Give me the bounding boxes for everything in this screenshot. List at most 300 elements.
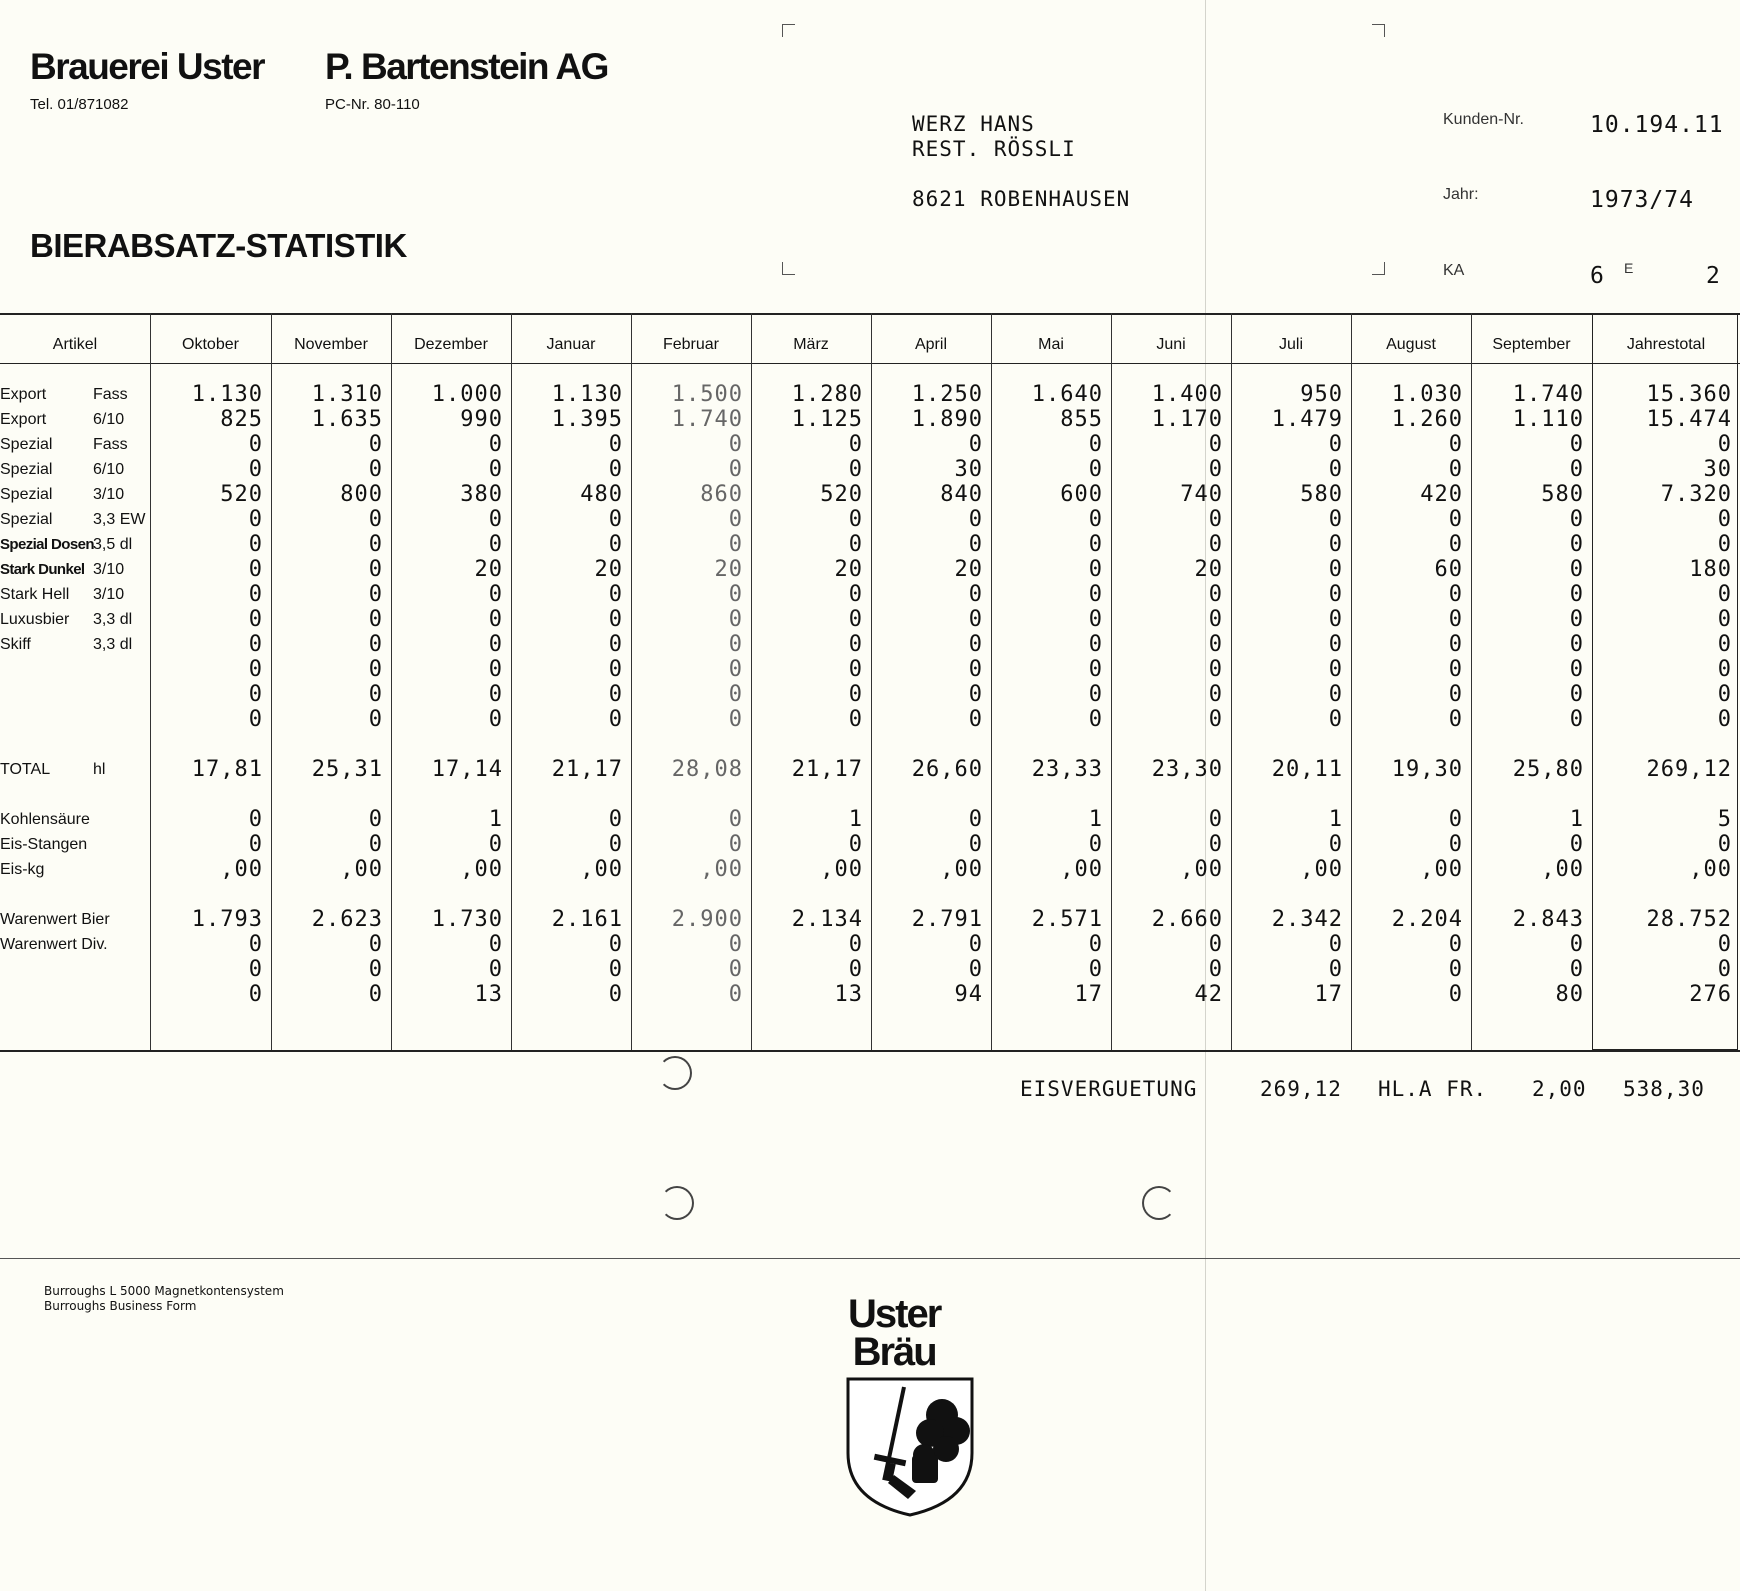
table-cell: 0 — [728, 982, 743, 1007]
e-value: 2 — [1706, 263, 1721, 289]
table-cell: 1.500 — [671, 382, 743, 407]
table-cell: 0 — [1448, 432, 1463, 457]
table-cell: 0 — [848, 707, 863, 732]
footer-line-2: Burroughs Business Form — [44, 1299, 197, 1313]
table-cell: 28,08 — [671, 757, 743, 782]
row-label: Eis-Stangen — [0, 836, 88, 853]
table-cell: ,00 — [1420, 857, 1463, 882]
table-cell: 0 — [1448, 957, 1463, 982]
month-header: Jahrestotal — [1626, 336, 1706, 353]
table-cell: 13 — [834, 982, 863, 1007]
table-cell: 0 — [248, 682, 263, 707]
table-cell: 5 — [1717, 807, 1732, 832]
table-cell: 0 — [248, 582, 263, 607]
row-label: Spezial — [0, 436, 53, 453]
table-cell: 0 — [608, 582, 623, 607]
table-cell: 0 — [728, 432, 743, 457]
table-cell: ,00 — [1300, 857, 1343, 882]
table-cell: 1.310 — [311, 382, 383, 407]
window-corner — [1372, 24, 1385, 37]
table-cell: ,00 — [1180, 857, 1223, 882]
table-cell: 0 — [1717, 932, 1732, 957]
ka-value: 6 — [1590, 263, 1605, 289]
table-cell: 0 — [1569, 682, 1584, 707]
table-cell: 0 — [968, 532, 983, 557]
table-cell: 180 — [1689, 557, 1732, 582]
month-header: Dezember — [414, 336, 488, 353]
row-label: Spezial — [0, 486, 53, 503]
table-cell: 15.360 — [1646, 382, 1732, 407]
month-header: August — [1386, 336, 1436, 353]
table-cell: 0 — [248, 457, 263, 482]
table-cell: 1 — [1088, 807, 1103, 832]
coat-of-arms-icon — [846, 1375, 974, 1517]
table-cell: 80 — [1555, 982, 1584, 1007]
table-cell: 0 — [728, 657, 743, 682]
table-cell: 1.740 — [671, 407, 743, 432]
row-label: Warenwert Bier — [0, 911, 110, 928]
table-cell: 580 — [1541, 482, 1584, 507]
table-cell: 2.134 — [791, 907, 863, 932]
table-cell: 600 — [1060, 482, 1103, 507]
table-cell: 0 — [1569, 507, 1584, 532]
table-cell: 0 — [848, 682, 863, 707]
company-name: P. Bartenstein AG — [325, 46, 608, 87]
row-unit: 3,5 dl — [93, 536, 133, 553]
table-cell: 0 — [248, 657, 263, 682]
table-cell: 28.752 — [1646, 907, 1732, 932]
month-header: April — [914, 336, 947, 353]
row-label: Spezial — [0, 461, 53, 478]
table-cell: ,00 — [1689, 857, 1732, 882]
row-unit: 3/10 — [93, 586, 125, 603]
table-cell: 21,17 — [551, 757, 623, 782]
month-header: November — [294, 336, 368, 353]
postal-account: PC-Nr. 80-110 — [325, 96, 420, 113]
table-cell: 990 — [460, 407, 503, 432]
punch-hole — [660, 1186, 694, 1220]
table-cell: 2.161 — [551, 907, 623, 932]
table-cell: 0 — [1328, 532, 1343, 557]
table-cell: 0 — [1328, 832, 1343, 857]
table-cell: 1 — [488, 807, 503, 832]
table-cell: 0 — [1208, 657, 1223, 682]
table-cell: 1.395 — [551, 407, 623, 432]
year-value: 1973/74 — [1590, 187, 1694, 213]
paper-fold — [1205, 0, 1206, 1591]
table-cell: 0 — [1208, 932, 1223, 957]
table-cell: 0 — [488, 432, 503, 457]
table-cell: 2.342 — [1271, 907, 1343, 932]
row-label: Skiff — [0, 636, 31, 653]
table-cell: 0 — [968, 657, 983, 682]
table-cell: 1 — [848, 807, 863, 832]
table-cell: 1.400 — [1151, 382, 1223, 407]
table-cell: 0 — [1088, 657, 1103, 682]
table-cell: 0 — [848, 832, 863, 857]
uster-braeu-logo — [848, 1292, 941, 1374]
table-cell: 0 — [1569, 657, 1584, 682]
table-cell: 1.635 — [311, 407, 383, 432]
month-header: Juli — [1278, 336, 1303, 353]
table-cell: 0 — [1088, 557, 1103, 582]
table-cell: 0 — [488, 657, 503, 682]
table-cell: 0 — [1448, 832, 1463, 857]
table-cell: 840 — [940, 482, 983, 507]
row-unit: Fass — [93, 386, 128, 403]
table-cell: 0 — [728, 957, 743, 982]
table-cell: 0 — [608, 532, 623, 557]
table-cell: 25,31 — [311, 757, 383, 782]
row-label: Spezial — [0, 511, 53, 528]
table-cell: 0 — [1448, 582, 1463, 607]
month-header: Februar — [662, 336, 720, 353]
table-cell: 0 — [608, 807, 623, 832]
table-cell: 0 — [968, 807, 983, 832]
table-cell: 1.640 — [1031, 382, 1103, 407]
month-header: März — [793, 336, 829, 353]
table-cell: 0 — [728, 532, 743, 557]
table-cell: 0 — [1717, 507, 1732, 532]
table-cell: 94 — [954, 982, 983, 1007]
table-cell: 825 — [220, 407, 263, 432]
table-cell: 0 — [848, 657, 863, 682]
table-cell: 0 — [728, 807, 743, 832]
table-cell: 0 — [848, 607, 863, 632]
table-cell: 0 — [1448, 607, 1463, 632]
table-cell: 855 — [1060, 407, 1103, 432]
table-cell: 0 — [728, 507, 743, 532]
table-cell: 1.130 — [191, 382, 263, 407]
table-bottom-rule — [0, 1050, 1740, 1052]
table-cell: 1.280 — [791, 382, 863, 407]
table-cell: 20 — [954, 557, 983, 582]
table-cell: 0 — [368, 582, 383, 607]
table-cell: 0 — [968, 432, 983, 457]
logo-text-2: Bräu — [852, 1330, 936, 1374]
table-cell: 0 — [1088, 832, 1103, 857]
table-cell: 1.030 — [1391, 382, 1463, 407]
table-cell: ,00 — [700, 857, 743, 882]
table-cell: 0 — [488, 507, 503, 532]
table-cell: 0 — [848, 432, 863, 457]
table-cell: 2.623 — [311, 907, 383, 932]
table-cell: 21,17 — [791, 757, 863, 782]
telephone: Tel. 01/871082 — [30, 96, 129, 113]
table-cell: 1.170 — [1151, 407, 1223, 432]
table-cell: 0 — [368, 632, 383, 657]
table-cell: 1.125 — [791, 407, 863, 432]
table-cell: 0 — [248, 607, 263, 632]
eisverguetung-label: EISVERGUETUNG — [1020, 1077, 1198, 1101]
row-label: Export — [0, 411, 47, 428]
table-cell: 0 — [968, 682, 983, 707]
table-cell: 0 — [1448, 982, 1463, 1007]
table-cell: 1.260 — [1391, 407, 1463, 432]
table-cell: 0 — [1208, 807, 1223, 832]
row-unit: 6/10 — [93, 461, 125, 478]
table-cell: 0 — [608, 707, 623, 732]
table-cell: 0 — [368, 557, 383, 582]
table-cell: 0 — [488, 582, 503, 607]
table-cell: 0 — [1328, 682, 1343, 707]
table-cell: 420 — [1420, 482, 1463, 507]
table-cell: 0 — [488, 932, 503, 957]
table-cell: 23,33 — [1031, 757, 1103, 782]
table-cell: 0 — [1088, 507, 1103, 532]
table-cell: 0 — [608, 932, 623, 957]
table-cell: 0 — [1088, 532, 1103, 557]
table-cell: 520 — [820, 482, 863, 507]
table-cell: 0 — [1208, 532, 1223, 557]
table-cell: 30 — [954, 457, 983, 482]
table-cell: 950 — [1300, 382, 1343, 407]
table-cell: 0 — [1448, 657, 1463, 682]
table-cell: 1.730 — [431, 907, 503, 932]
table-cell: 0 — [1569, 957, 1584, 982]
table-cell: 0 — [368, 707, 383, 732]
table-cell: 0 — [848, 532, 863, 557]
table-cell: 0 — [608, 832, 623, 857]
table-cell: ,00 — [580, 857, 623, 882]
table-cell: 0 — [1088, 607, 1103, 632]
month-header: Mai — [1038, 336, 1064, 353]
table-cell: 380 — [460, 482, 503, 507]
table-cell: 0 — [608, 957, 623, 982]
table-cell: 800 — [340, 482, 383, 507]
table-cell: 0 — [968, 932, 983, 957]
row-unit: 3,3 dl — [93, 636, 133, 653]
table-cell: 0 — [1569, 632, 1584, 657]
table-cell: 25,80 — [1512, 757, 1584, 782]
table-cell: 0 — [848, 632, 863, 657]
table-cell: 0 — [488, 457, 503, 482]
table-cell: 0 — [968, 607, 983, 632]
footer-rule — [0, 1258, 1740, 1259]
table-cell: 1.890 — [911, 407, 983, 432]
table-cell: 0 — [248, 932, 263, 957]
table-cell: 0 — [368, 807, 383, 832]
table-cell: 0 — [1569, 557, 1584, 582]
table-cell: ,00 — [1060, 857, 1103, 882]
table-cell: 0 — [1448, 682, 1463, 707]
table-cell: ,00 — [940, 857, 983, 882]
table-cell: 0 — [1717, 532, 1732, 557]
eisverguetung-amount: 269,12 — [1260, 1077, 1342, 1101]
table-cell: 0 — [368, 682, 383, 707]
table-cell: 20 — [474, 557, 503, 582]
table-cell: 0 — [1717, 632, 1732, 657]
table-cell: 0 — [368, 932, 383, 957]
row-unit: Fass — [93, 436, 128, 453]
row-label: Kohlensäure — [0, 811, 90, 828]
table-cell: 0 — [608, 682, 623, 707]
table-cell: 2.791 — [911, 907, 983, 932]
table-cell: 0 — [1448, 507, 1463, 532]
table-cell: 0 — [1208, 607, 1223, 632]
table-cell: 0 — [248, 707, 263, 732]
table-cell: 1.000 — [431, 382, 503, 407]
table-cell: 0 — [848, 957, 863, 982]
table-cell: ,00 — [340, 857, 383, 882]
table-cell: 0 — [728, 632, 743, 657]
table-cell: 0 — [1088, 682, 1103, 707]
window-corner — [1372, 262, 1385, 275]
table-cell: 0 — [968, 507, 983, 532]
table-cell: 0 — [1717, 607, 1732, 632]
table-cell: 0 — [1328, 957, 1343, 982]
e-label: E — [1624, 260, 1634, 276]
table-cell: 0 — [728, 607, 743, 632]
table-cell: 1.479 — [1271, 407, 1343, 432]
brewery-name: Brauerei Uster — [30, 46, 265, 87]
table-cell: 26,60 — [911, 757, 983, 782]
table-cell: ,00 — [1541, 857, 1584, 882]
table-cell: 1 — [1569, 807, 1584, 832]
table-cell: 0 — [488, 632, 503, 657]
table-cell: 2.900 — [671, 907, 743, 932]
row-unit: 3,3 EW — [93, 511, 146, 528]
table-cell: 0 — [848, 932, 863, 957]
table-cell: 0 — [1717, 832, 1732, 857]
table-cell: 0 — [1717, 957, 1732, 982]
table-cell: 0 — [1208, 582, 1223, 607]
footer-line-1: Burroughs L 5000 Magnetkontensystem — [44, 1284, 284, 1298]
table-cell: 0 — [728, 682, 743, 707]
table-cell: 0 — [1328, 507, 1343, 532]
table-cell: 0 — [608, 507, 623, 532]
table-cell: 0 — [1448, 807, 1463, 832]
table-cell: 0 — [1448, 632, 1463, 657]
month-header: Juni — [1156, 336, 1186, 353]
table-cell: 0 — [1569, 582, 1584, 607]
table-cell: 0 — [1328, 657, 1343, 682]
table-cell: 15.474 — [1646, 407, 1732, 432]
table-cell: 0 — [488, 707, 503, 732]
table-cell: 0 — [248, 807, 263, 832]
table-top-rule — [0, 313, 1740, 315]
table-cell: 0 — [1208, 432, 1223, 457]
table-cell: 0 — [368, 832, 383, 857]
row-unit: 6/10 — [93, 411, 125, 428]
table-cell: 0 — [968, 957, 983, 982]
table-cell: 0 — [1569, 607, 1584, 632]
logo-text-1: Uster — [848, 1292, 941, 1336]
table-cell: 0 — [248, 532, 263, 557]
row-unit: 3/10 — [93, 561, 125, 578]
address-line-2: REST. RÖSSLI — [912, 137, 1076, 161]
table-cell: 0 — [488, 832, 503, 857]
table-cell: 0 — [1569, 932, 1584, 957]
table-cell: 0 — [968, 582, 983, 607]
customer-number-label: Kunden-Nr. — [1443, 111, 1524, 128]
table-cell: 0 — [1569, 707, 1584, 732]
table-cell: 0 — [368, 607, 383, 632]
table-cell: 0 — [1717, 707, 1732, 732]
table-cell: 17,14 — [431, 757, 503, 782]
table-cell: 0 — [728, 832, 743, 857]
table-cell: 19,30 — [1391, 757, 1463, 782]
table-cell: 0 — [1717, 432, 1732, 457]
table-cell: 0 — [248, 832, 263, 857]
table-cell: 0 — [1208, 707, 1223, 732]
table-cell: 0 — [1328, 432, 1343, 457]
table-cell: 13 — [474, 982, 503, 1007]
punch-hole — [1142, 1186, 1176, 1220]
table-cell: 0 — [368, 982, 383, 1007]
row-label: Luxusbier — [0, 611, 70, 628]
row-label: Stark Dunkel — [0, 561, 85, 578]
address-line-3: 8621 ROBENHAUSEN — [912, 187, 1131, 211]
eisverguetung-unit: HL.A FR. — [1378, 1077, 1488, 1101]
table-cell: 0 — [1328, 707, 1343, 732]
table-cell: 0 — [968, 707, 983, 732]
table-cell: 0 — [1717, 582, 1732, 607]
table-cell: 0 — [848, 507, 863, 532]
table-cell: 20 — [834, 557, 863, 582]
table-cell: 0 — [608, 432, 623, 457]
table-cell: 580 — [1300, 482, 1343, 507]
table-cell: 0 — [608, 657, 623, 682]
table-cell: 1.250 — [911, 382, 983, 407]
ka-label: KA — [1443, 262, 1465, 279]
table-cell: 0 — [1569, 832, 1584, 857]
row-unit: hl — [93, 761, 106, 778]
table-cell: 0 — [1088, 932, 1103, 957]
table-cell: 0 — [728, 582, 743, 607]
table-cell: 17,81 — [191, 757, 263, 782]
table-cell: 0 — [488, 607, 503, 632]
table-cell: 0 — [1088, 432, 1103, 457]
table-cell: ,00 — [820, 857, 863, 882]
table-cell: 0 — [1088, 707, 1103, 732]
table-cell: 0 — [1328, 557, 1343, 582]
table-cell: 0 — [1569, 457, 1584, 482]
table-cell: 0 — [1088, 957, 1103, 982]
table-cell: 0 — [488, 682, 503, 707]
eisverguetung-total: 538,30 — [1623, 1077, 1705, 1101]
table-cell: 2.571 — [1031, 907, 1103, 932]
table-cell: 0 — [1088, 457, 1103, 482]
table-cell: 23,30 — [1151, 757, 1223, 782]
table-cell: 0 — [608, 982, 623, 1007]
row-label: Export — [0, 386, 47, 403]
table-cell: ,00 — [220, 857, 263, 882]
table-cell: 0 — [608, 457, 623, 482]
table-cell: 0 — [368, 957, 383, 982]
table-cell: 0 — [248, 432, 263, 457]
row-label: Warenwert Div. — [0, 936, 108, 953]
table-cell: 20,11 — [1271, 757, 1343, 782]
table-cell: 1.740 — [1512, 382, 1584, 407]
table-cell: 0 — [968, 832, 983, 857]
table-cell: 0 — [848, 582, 863, 607]
table-cell: 0 — [1088, 582, 1103, 607]
row-label: TOTAL — [0, 761, 51, 778]
table-cell: 1.130 — [551, 382, 623, 407]
row-label: Eis-kg — [0, 861, 45, 878]
table-cell: 0 — [608, 607, 623, 632]
table-cell: 30 — [1703, 457, 1732, 482]
table-cell: 0 — [248, 557, 263, 582]
table-cell: 0 — [608, 632, 623, 657]
table-cell: 60 — [1434, 557, 1463, 582]
table-cell: 0 — [368, 432, 383, 457]
table-cell: 0 — [248, 507, 263, 532]
table-cell: 0 — [728, 457, 743, 482]
month-header: Oktober — [182, 336, 239, 353]
table-cell: 0 — [368, 657, 383, 682]
